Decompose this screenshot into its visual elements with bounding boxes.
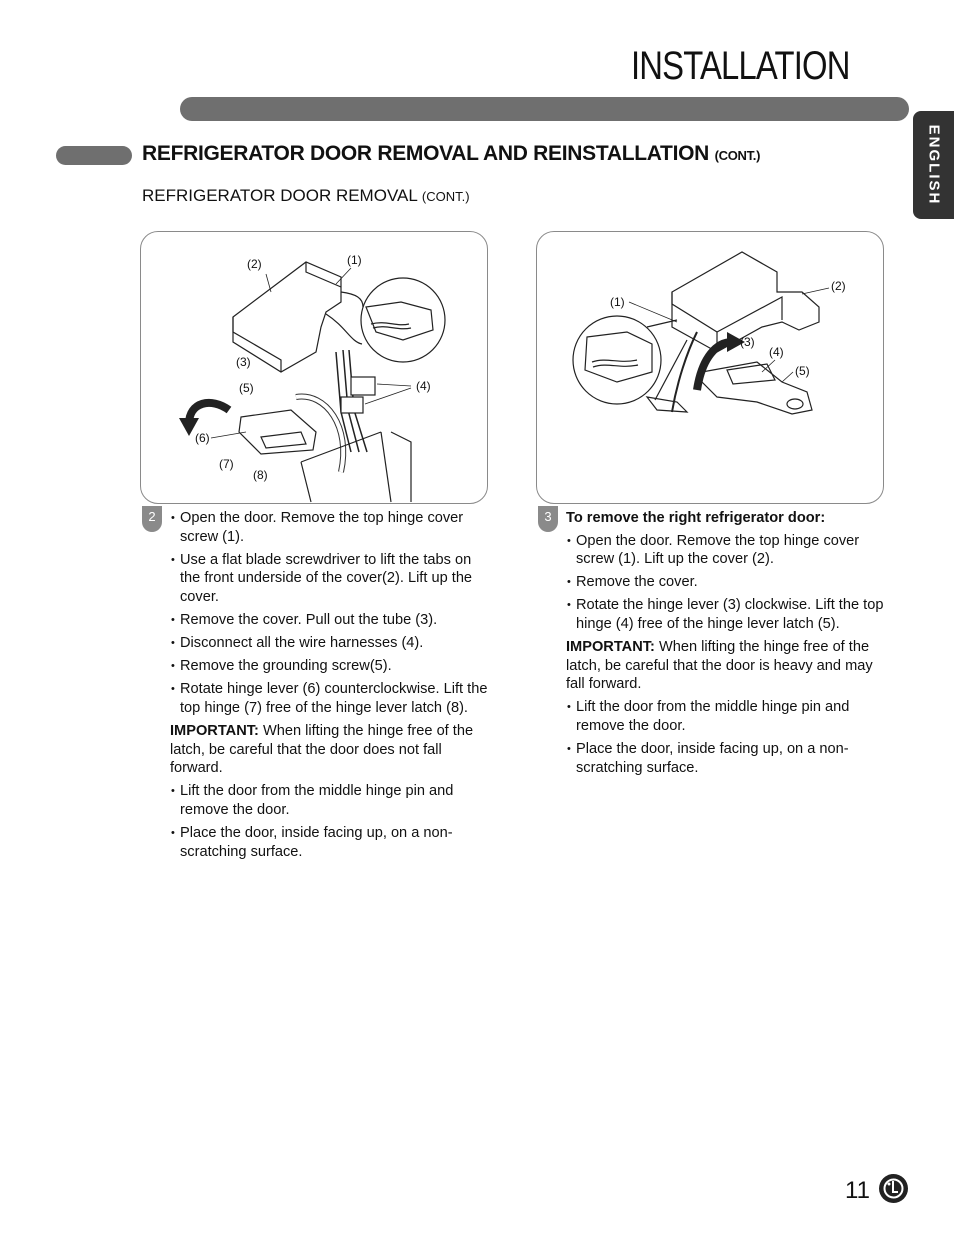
list-item: • Remove the grounding screw(5).	[170, 657, 492, 676]
list-item: • Rotate the hinge lever (3) clockwise. Lift the top hinge (4) free of the hinge lever latch (5).	[566, 596, 888, 633]
step-number-2: 2	[142, 506, 162, 532]
callout-5: (5)	[239, 381, 254, 395]
section-title: REFRIGERATOR DOOR REMOVAL AND REINSTALLATION (CONT.)	[142, 142, 761, 165]
list-item: • Remove the cover. Pull out the tube (3).	[170, 611, 492, 630]
lg-logo-icon	[878, 1173, 909, 1204]
callout-4: (4)	[769, 345, 784, 359]
list-item: • Lift the door from the middle hinge pin and remove the door.	[170, 782, 492, 819]
figure-right-door-hinge	[536, 231, 884, 504]
step-3-bullets	[566, 532, 888, 634]
page-title: INSTALLATION	[631, 44, 850, 88]
callout-4: (4)	[416, 379, 431, 393]
list-item: • Lift the door from the middle hinge pin and remove the door.	[566, 698, 888, 735]
step-2-bullets	[170, 509, 492, 717]
list-item: • Place the door, inside facing up, on a non-scratching surface.	[566, 740, 888, 777]
step-2-bullets-after	[170, 782, 492, 861]
callout-5: (5)	[795, 364, 810, 378]
hinge-illustration-left	[141, 232, 487, 503]
list-item: • Rotate hinge lever (6) counterclockwise. Lift the top hinge (7) free of the hinge lever latch (8).	[170, 680, 492, 717]
callout-8: (8)	[253, 468, 268, 482]
important-note: IMPORTANT: When lifting the hinge free of the latch, be careful that the door does not fall forward.	[170, 722, 474, 777]
callout-3: (3)	[740, 335, 755, 349]
list-item: • Open the door. Remove the top hinge cover screw (1). Lift up the cover (2).	[566, 532, 888, 569]
callout-6: (6)	[195, 431, 210, 445]
step-3-instructions	[566, 509, 888, 782]
callout-1: (1)	[610, 295, 625, 309]
page-number: 11	[845, 1177, 870, 1204]
callout-2: (2)	[247, 257, 262, 271]
header-bar	[180, 97, 909, 121]
figure-left-door-hinge	[140, 231, 488, 504]
step-2-instructions	[170, 509, 492, 866]
hinge-illustration-right	[537, 232, 883, 503]
list-item: • Remove the cover.	[566, 573, 888, 592]
callout-2: (2)	[831, 279, 846, 293]
callout-1: (1)	[347, 253, 362, 267]
important-note: IMPORTANT: When lifting the hinge free of the latch, be careful that the door is heavy and may fall forward.	[566, 639, 873, 693]
sub-title: REFRIGERATOR DOOR REMOVAL (CONT.)	[142, 186, 470, 205]
callout-7: (7)	[219, 457, 234, 471]
step-3-bullets-after	[566, 698, 888, 777]
callout-3: (3)	[236, 355, 251, 369]
list-item: • Disconnect all the wire harnesses (4).	[170, 634, 492, 653]
step-3-lead: To remove the right refrigerator door:	[566, 510, 826, 526]
list-item: • Open the door. Remove the top hinge cover screw (1).	[170, 509, 492, 546]
section-marker	[56, 146, 132, 165]
list-item: • Place the door, inside facing up, on a non-scratching surface.	[170, 824, 492, 861]
list-item: • Use a flat blade screwdriver to lift the tabs on the front underside of the cover(2). Lift up the cover.	[170, 551, 492, 607]
language-tab-label: ENGLISH	[925, 124, 942, 206]
step-number-3: 3	[538, 506, 558, 532]
language-tab	[913, 111, 954, 219]
